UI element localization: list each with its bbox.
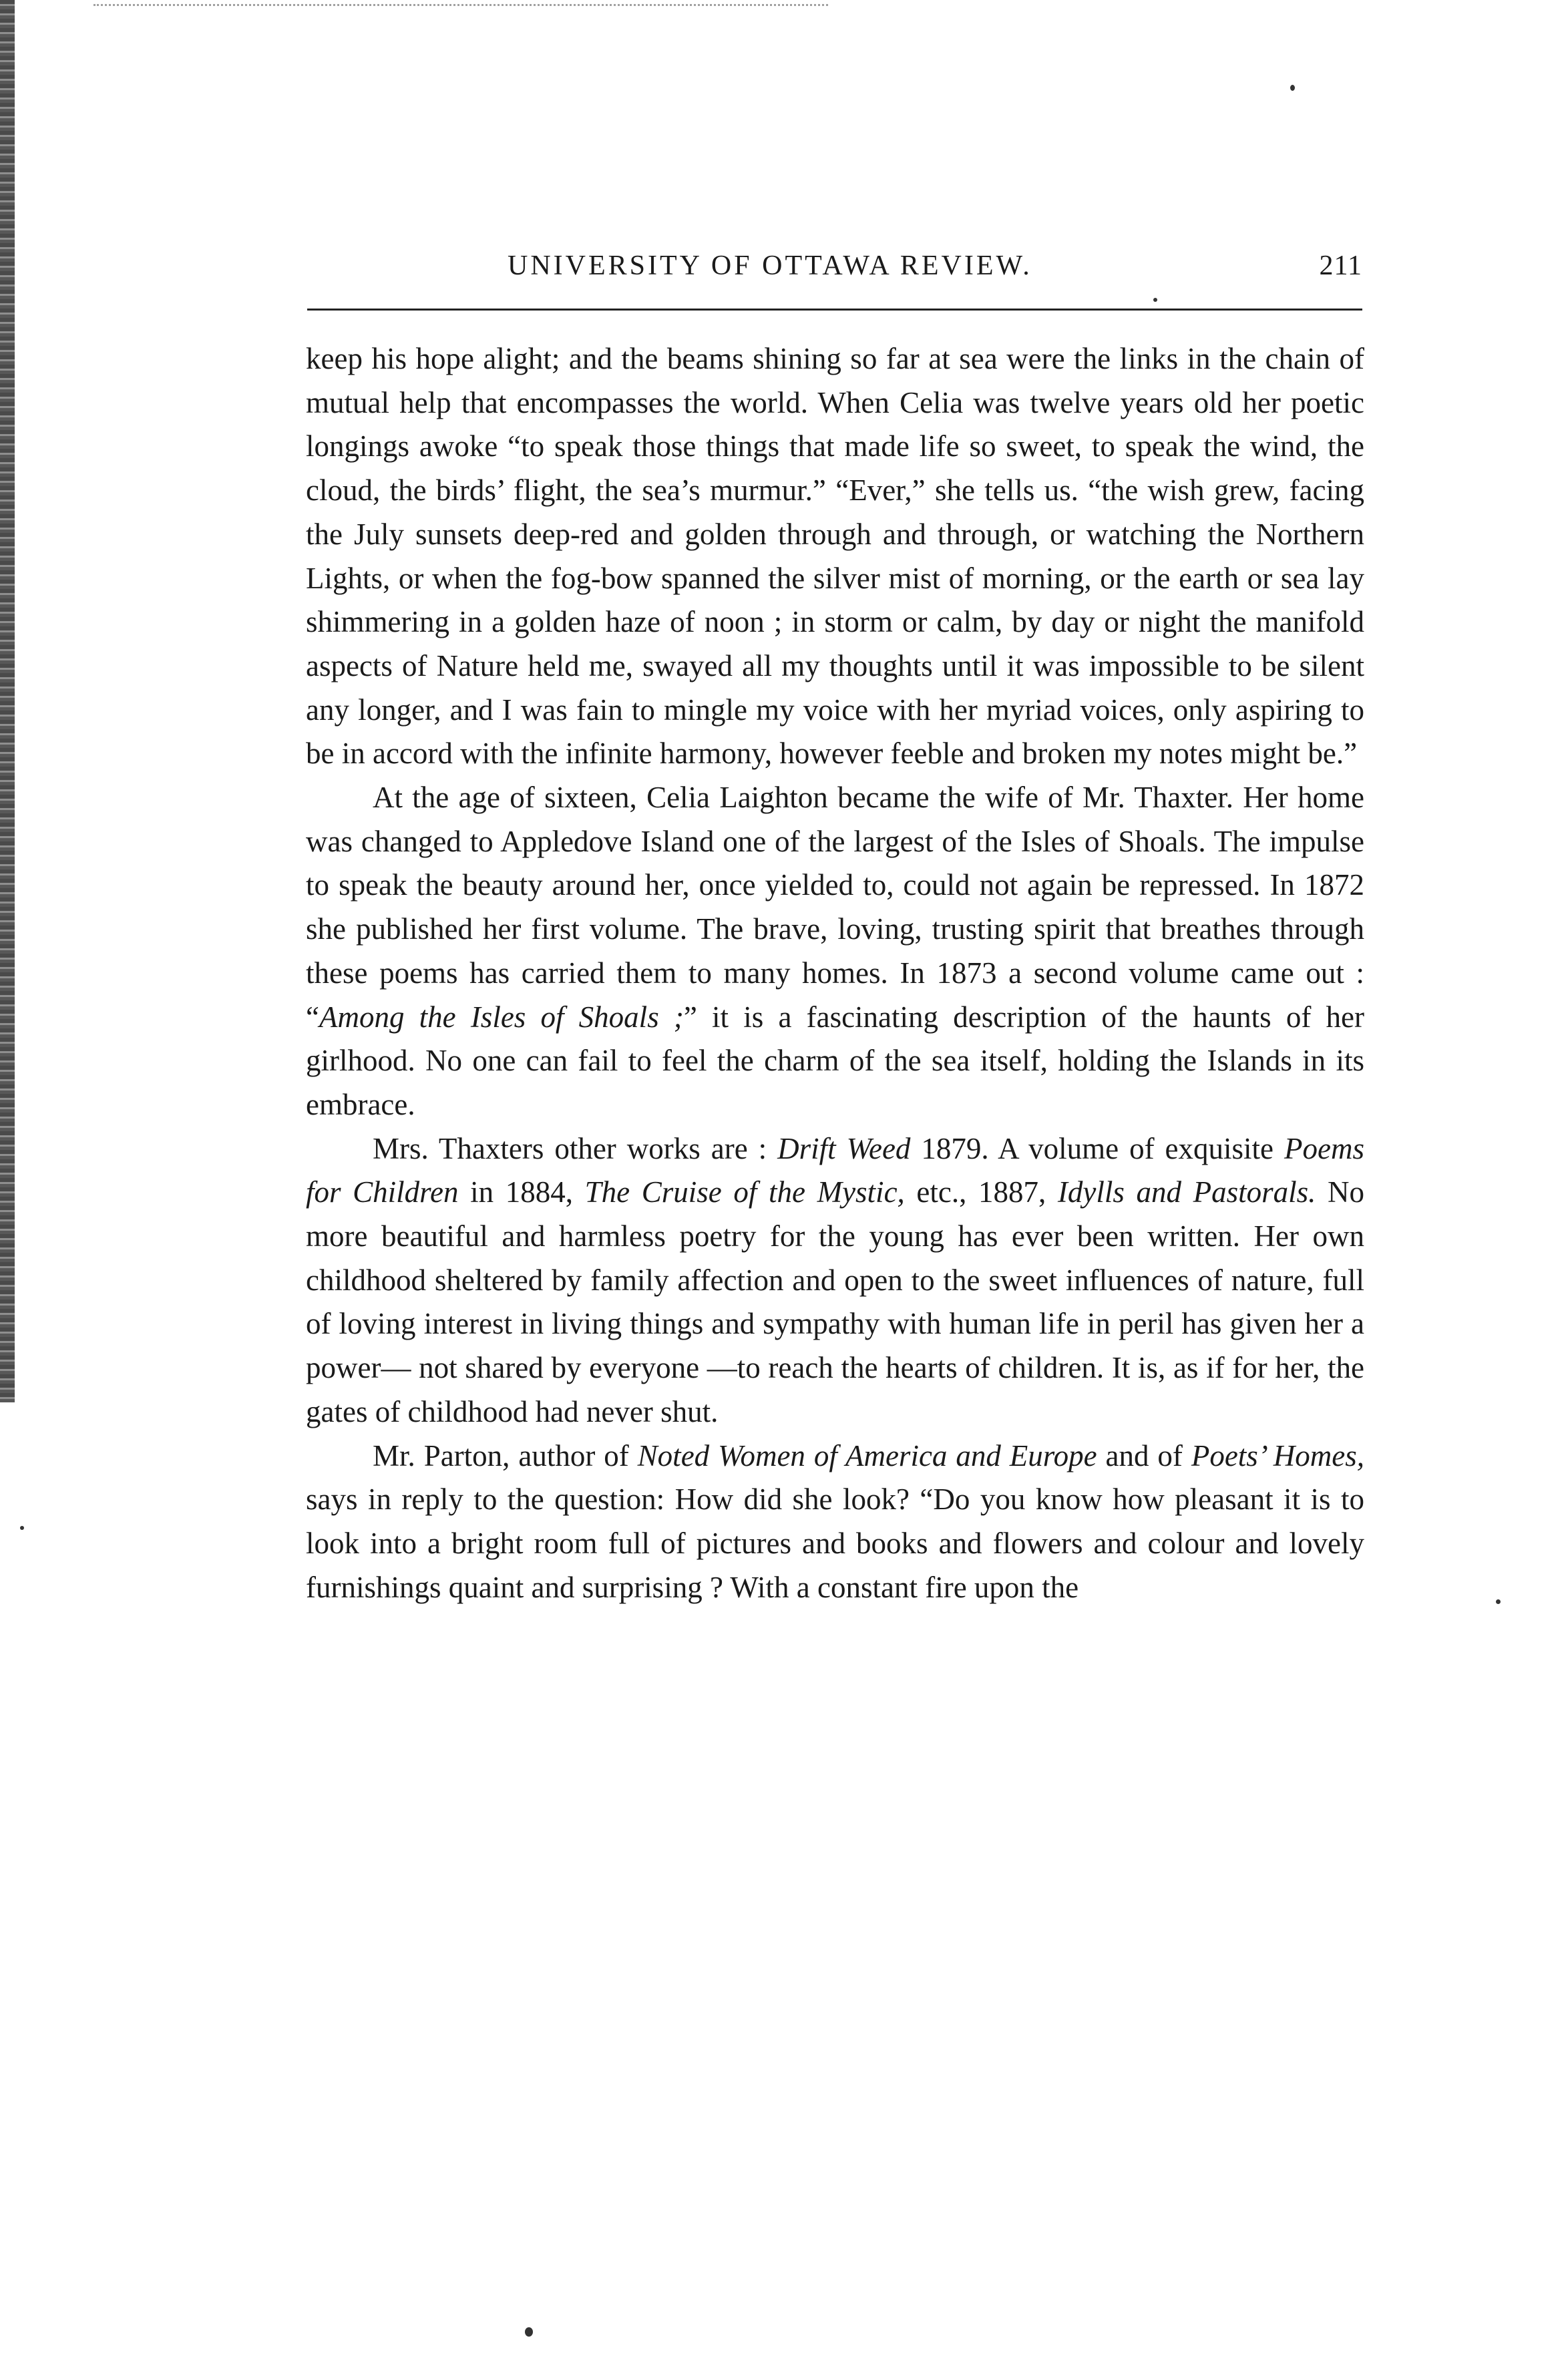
- paragraph-2-text-a: At the age of sixteen, Celia Laighton became the wife of Mr. Thaxter. Her home was changed to Appledove Island one of the largest of the Isles of Shoals. The impulse to speak the beauty around her, once yielded to, could not again be repressed. In 1872 she published her first volume. The brave, loving, trusting spirit that breathes through these poems has carried them to many homes. In 1873 a second volume came out : “: [306, 781, 1364, 1034]
- scan-top-noise: [93, 4, 828, 22]
- scan-speck: [1290, 85, 1295, 91]
- scan-edge-shadow: [0, 0, 15, 1402]
- paragraph-3: [306, 1127, 1364, 1434]
- page-header: [307, 250, 1362, 290]
- header-rule: [307, 309, 1362, 311]
- paragraph-3-text-c: in 1884,: [458, 1175, 585, 1209]
- book-title-drift-weed: Drift Weed: [777, 1131, 911, 1165]
- book-title-noted-women: Noted Women of America and Europe: [637, 1438, 1097, 1472]
- scan-speck: [20, 1526, 24, 1530]
- paragraph-3-text-e: No more beautiful and harmless poetry for the young has ever been written. Her own childhood sheltered by family affection and open to the sweet influences of nature, full of loving interest in living things and sympathy with human life in peril has given her a power— not shared by everyone —to reach the hearts of children. It is, as if for her, the gates of childhood had never shut.: [306, 1175, 1364, 1428]
- book-title-cruise-of-the-mystic: The Cruise of the Mystic,: [584, 1175, 905, 1209]
- book-title-idylls-and-pastorals: Idylls and Pastorals.: [1057, 1175, 1316, 1209]
- running-head: UNIVERSITY OF OTTAWA REVIEW.: [508, 250, 1032, 281]
- paragraph-1: keep his hope alight; and the beams shining so far at sea were the links in the chain of mutual help that encompasses the world. When Celia was twelve years old her poetic longings awoke “to speak those things that made life so sweet, to speak the wind, the cloud, the birds’ flight, the sea’s murmur.” “Ever,” she tells us. “the wish grew, facing the July sunsets deep-red and golden through and through, or watching the Northern Lights, or when the fog-bow spanned the silver mist of morning, or the earth or sea lay shimmering in a golden haze of noon ; in storm or calm, by day or night the manifold aspects of Nature held me, swayed all my thoughts until it was impossible to be silent any longer, and I was fain to mingle my voice with her myriad voices, only aspiring to be in accord with the infinite harmony, however feeble and broken my notes might be.”: [306, 342, 1364, 771]
- page-number: 211: [1319, 250, 1362, 281]
- scan-speck: [1496, 1599, 1501, 1604]
- paragraph-4-text-b: and of: [1097, 1438, 1191, 1472]
- paragraph-3-text-d: etc., 1887,: [904, 1175, 1058, 1209]
- book-title-poems-for-children: Poems for Children: [306, 1131, 1364, 1209]
- book-title-among-the-isles: Among the Isles of Shoals ;: [319, 1000, 684, 1034]
- paragraph-4-text-a: Mr. Parton, author of: [373, 1438, 638, 1472]
- paragraph-4-text-c: says in reply to the question: How did she look? “Do you know how pleasant it is to look into a bright room full of pictures and books and flowers and colour and lovely furnishings quaint and surprising ? With a constant fire upon the: [306, 1483, 1364, 1604]
- article-body: [306, 337, 1364, 1609]
- scan-speck: [1153, 298, 1157, 302]
- paragraph-4: [306, 1434, 1364, 1610]
- scan-speck: [525, 2327, 533, 2337]
- paragraph-3-text-b: 1879. A volume of exquisite: [910, 1131, 1285, 1165]
- paragraph-2-text-b: ” it is a fascinating description of the haunts of her girlhood. No one can fail to feel the charm of the sea itself, holding the Islands in its embrace.: [306, 1000, 1365, 1121]
- paragraph-3-text-a: Mrs. Thaxters other works are :: [373, 1131, 778, 1165]
- book-title-poets-homes: Poets’ Homes,: [1191, 1438, 1364, 1472]
- paragraph-2: [306, 776, 1364, 1127]
